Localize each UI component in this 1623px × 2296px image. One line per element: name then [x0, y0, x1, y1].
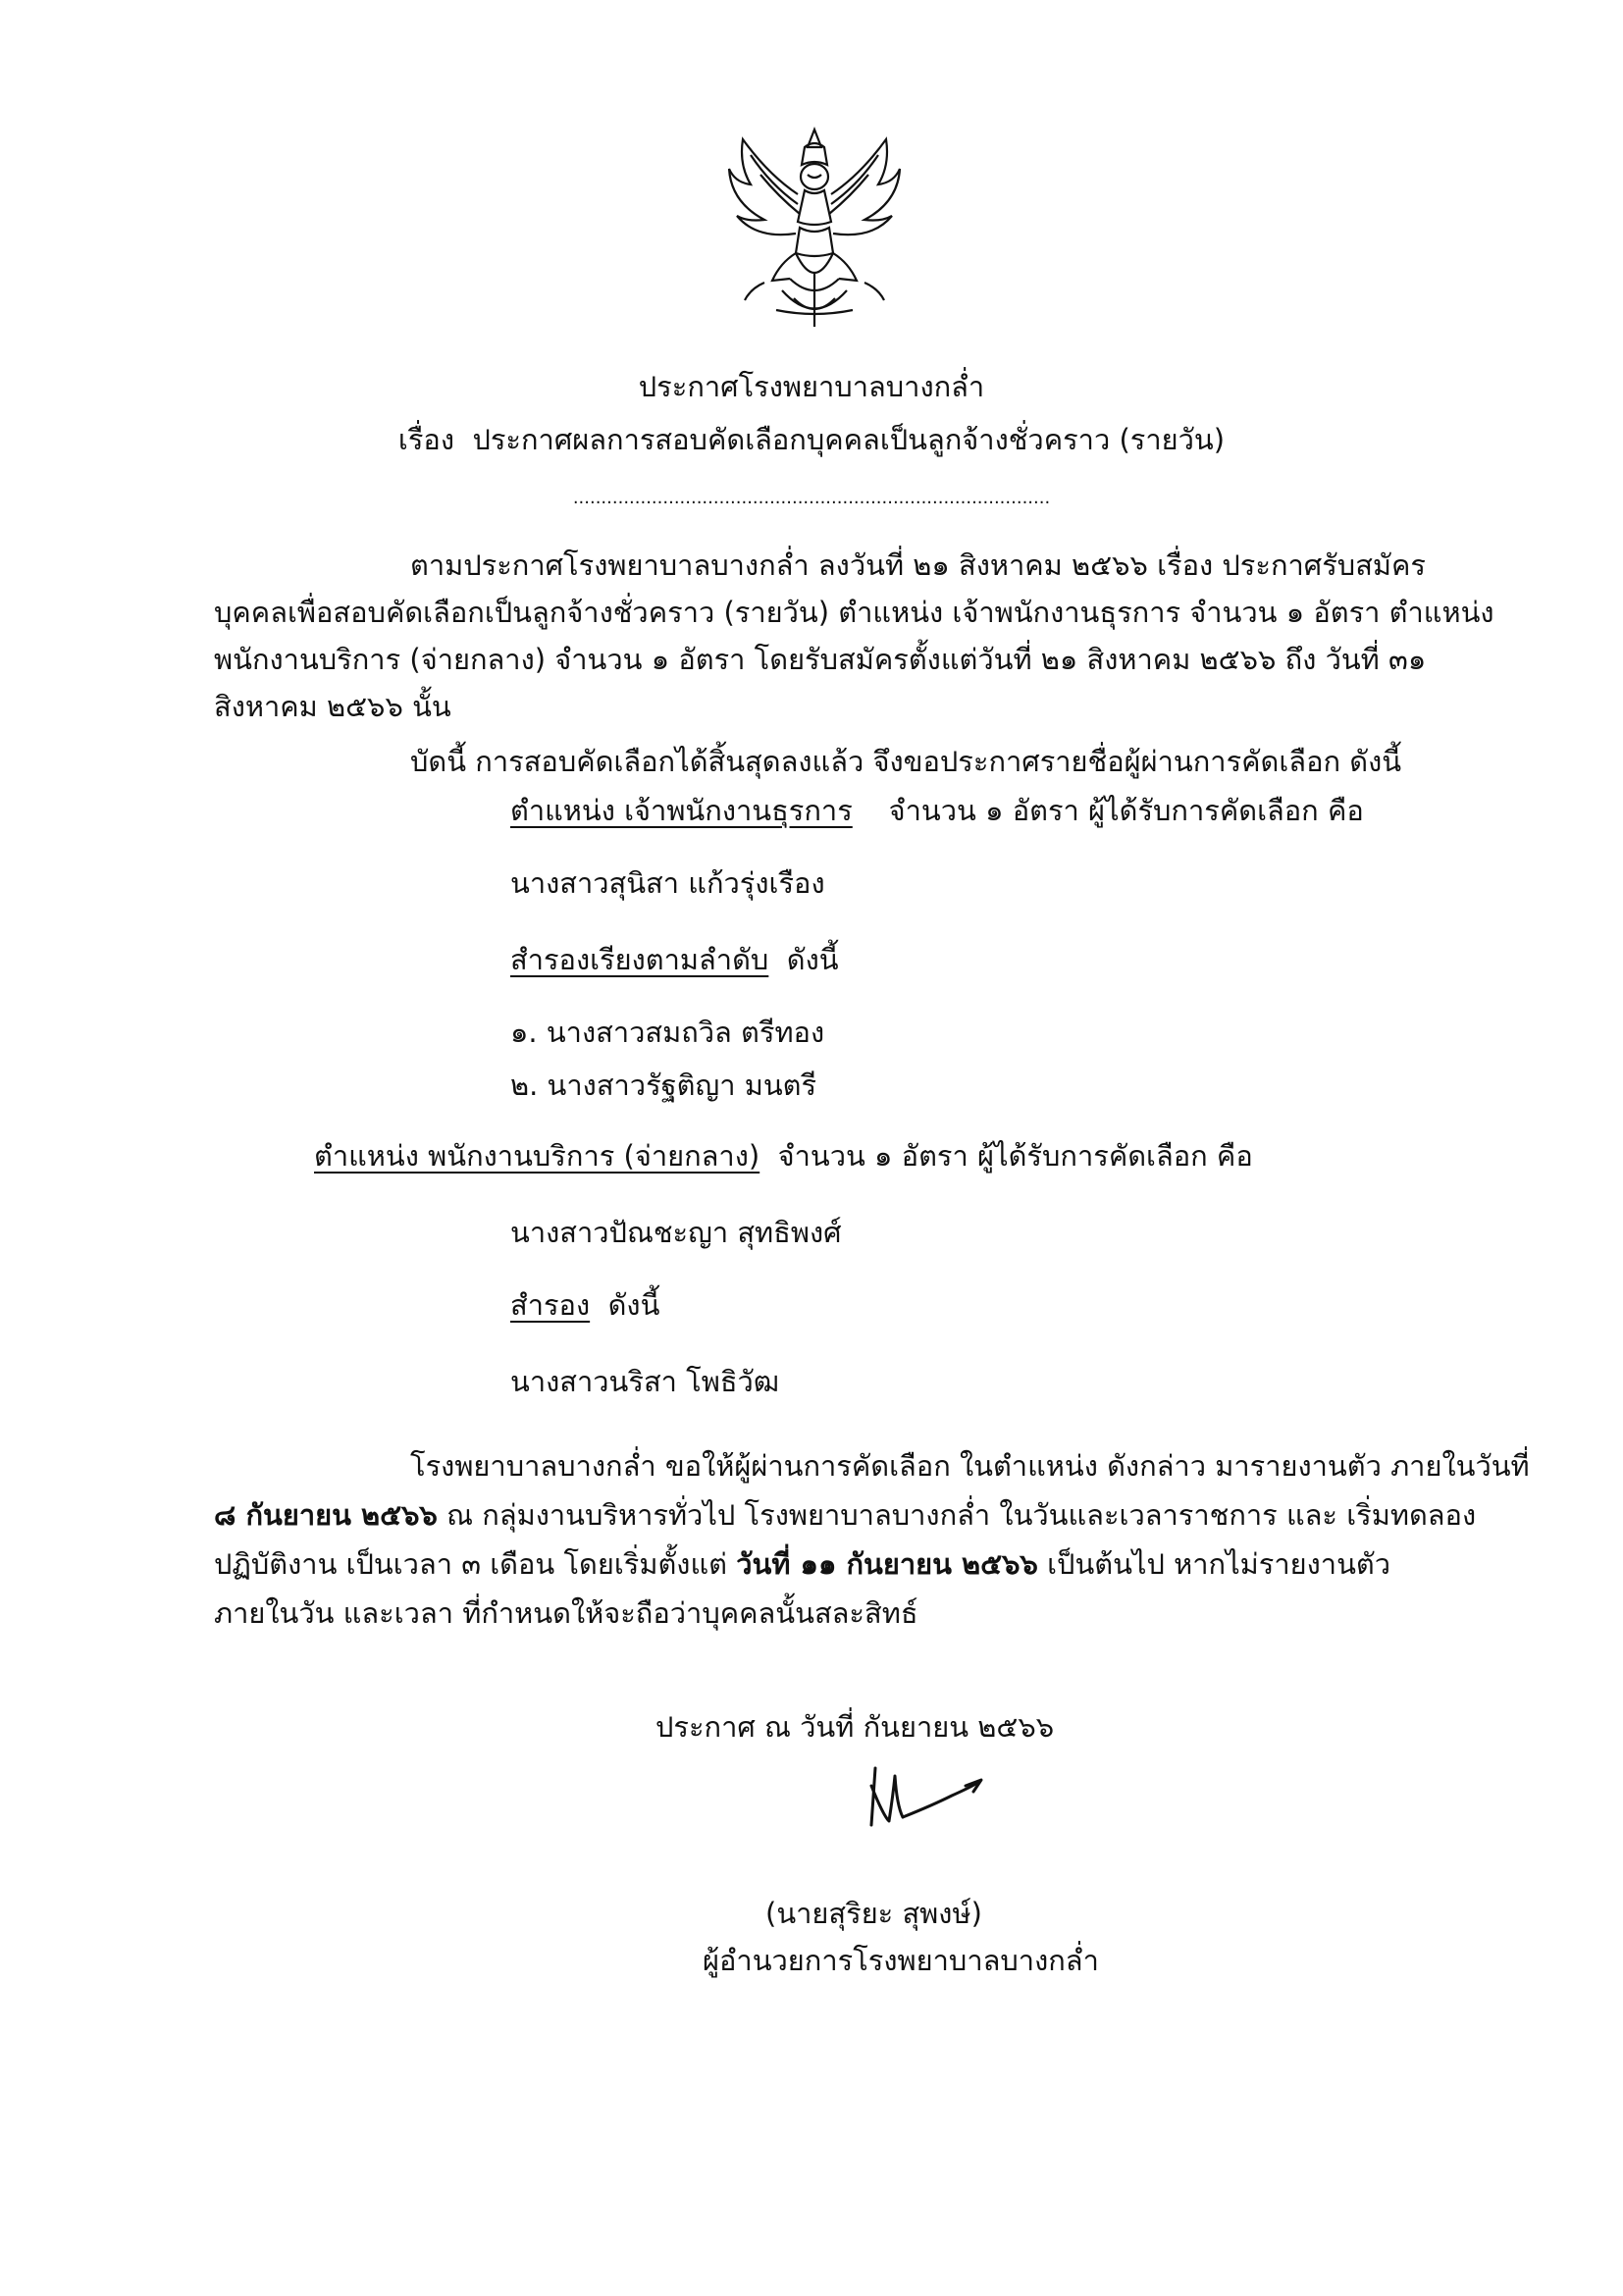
announcement-subject — [0, 420, 1623, 459]
signature-icon — [864, 1756, 991, 1845]
intro-line-3: พนักงานบริการ (จ่ายกลาง) จำนวน ๑ อัตรา โดยรับสมัครตั้งแต่วันที่ ๒๑ สิงหาคม ๒๕๖๖ ถึง วันที่ ๓๑ — [214, 643, 1427, 676]
closing-line-1: โรงพยาบาลบางกล่ำ ขอให้ผู้ผ่านการคัดเลือก ในตำแหน่ง ดังกล่าว มารายงานตัว ภายในวันที่ — [410, 1449, 1530, 1483]
closing-line-3-b: เป็นต้นไป หากไม่รายงานตัว — [1037, 1547, 1391, 1581]
position-2-title: ตำแหน่ง พนักงานบริการ (จ่ายกลาง) — [314, 1139, 760, 1173]
position-2-reserve-heading — [510, 1285, 659, 1325]
position-1-selected: นางสาวสุนิสา แก้วรุ่งเรือง — [510, 866, 825, 900]
subject-text: ประกาศผลการสอบคัดเลือกบุคคลเป็นลูกจ้างชั่วคราว (รายวัน) — [472, 423, 1226, 456]
position-2-reserve-suffix: ดังนี้ — [607, 1288, 660, 1322]
garuda-emblem-icon — [721, 126, 908, 332]
title-divider: ..................................................................................... — [572, 488, 1051, 508]
intro-line-5: บัดนี้ การสอบคัดเลือกได้สิ้นสุดลงแล้ว จึงขอประกาศรายชื่อผู้ผ่านการคัดเลือก ดังนี้ — [410, 745, 1402, 778]
position-2-selected: นางสาวปัณชะญา สุทธิพงศ์ — [510, 1216, 842, 1249]
position-1-title: ตำแหน่ง เจ้าพนักงานธุรการ — [510, 794, 853, 827]
closing-line-3 — [214, 1544, 1390, 1584]
position-2-reserve: นางสาวนริสา โพธิวัฒ — [510, 1365, 780, 1398]
position-2-detail: จำนวน ๑ อัตรา ผู้ได้รับการคัดเลือก คือ — [777, 1139, 1253, 1173]
position-1-reserve-suffix: ดังนี้ — [786, 943, 839, 976]
intro-line-2: บุคคลเพื่อสอบคัดเลือกเป็นลูกจ้างชั่วคราว (รายวัน) ตำแหน่ง เจ้าพนักงานธุรการ จำนวน ๑ อัตรา ตำแหน่ง — [214, 596, 1494, 629]
intro-line-4: สิงหาคม ๒๕๖๖ นั้น — [214, 690, 451, 723]
signer-name: (นายสุริยะ สุพงษ์) — [765, 1897, 982, 1930]
announcement-title: ประกาศโรงพยาบาลบางกล่ำ — [638, 370, 985, 403]
position-1-detail: จำนวน ๑ อัตรา ผู้ได้รับการคัดเลือก คือ — [888, 794, 1364, 827]
report-deadline-date: ๘ กันยายน ๒๕๖๖ — [214, 1498, 438, 1532]
start-date: วันที่ ๑๑ กันยายน ๒๕๖๖ — [736, 1547, 1038, 1581]
position-1-reserve-2: ๒. นางสาวรัฐติญา มนตรี — [510, 1069, 817, 1102]
subject-label: เรื่อง — [397, 423, 454, 456]
closing-line-2 — [214, 1495, 1476, 1535]
intro-line-1: ตามประกาศโรงพยาบาลบางกล่ำ ลงวันที่ ๒๑ สิงหาคม ๒๕๖๖ เรื่อง ประกาศรับสมัคร — [410, 548, 1426, 582]
position-1-reserve-1: ๑. นางสาวสมถวิล ตรีทอง — [510, 1016, 825, 1049]
position-2-heading — [314, 1136, 1253, 1175]
position-1-reserve-heading — [510, 940, 839, 979]
signer-title: ผู้อำนวยการโรงพยาบาลบางกล่ำ — [703, 1944, 1099, 1977]
position-1-reserve-label: สำรองเรียงตามลำดับ — [510, 943, 769, 976]
position-1-heading — [510, 791, 1364, 830]
closing-line-4: ภายในวัน และเวลา ที่กำหนดให้จะถือว่าบุคคลนั้นสละสิทธ์ — [214, 1596, 918, 1630]
position-2-reserve-label: สำรอง — [510, 1288, 591, 1322]
closing-line-2-rest: ณ กลุ่มงานบริหารทั่วไป โรงพยาบาลบางกล่ำ ในวันและเวลาราชการ และ เริ่มทดลอง — [437, 1498, 1477, 1532]
closing-line-3-a: ปฏิบัติงาน เป็นเวลา ๓ เดือน โดยเริ่มตั้งแต่ — [214, 1547, 727, 1581]
announcement-date: ประกาศ ณ วันที่ กันยายน ๒๕๖๖ — [655, 1710, 1055, 1744]
